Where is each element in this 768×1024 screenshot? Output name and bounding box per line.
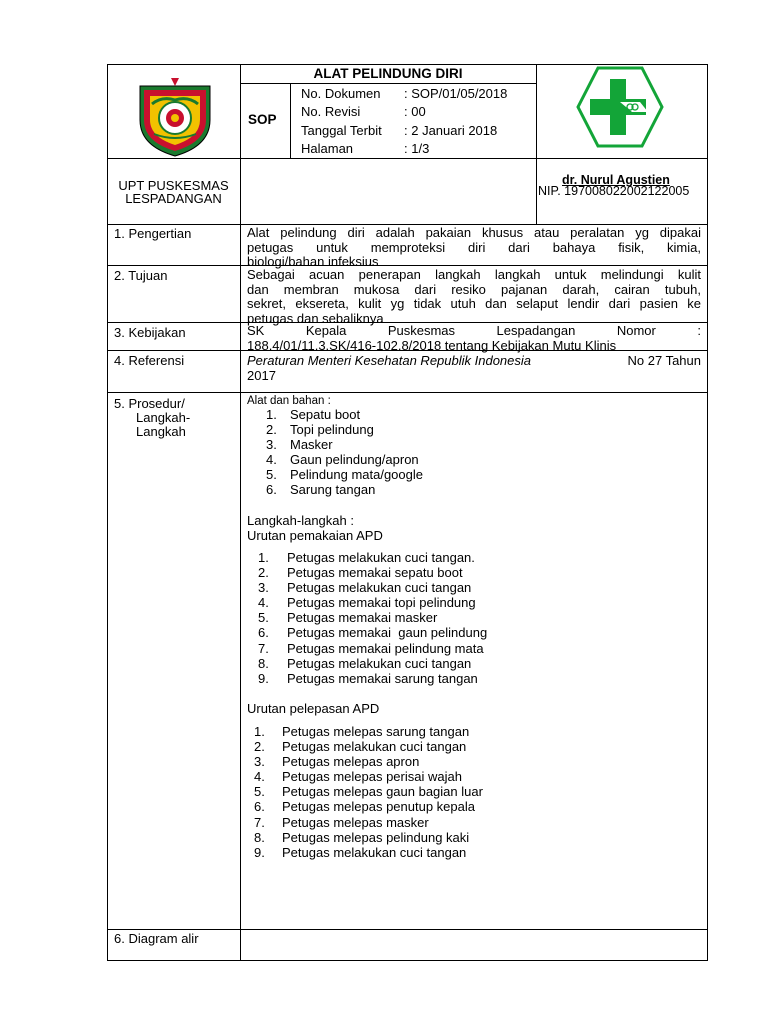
signer-column-divider [536,64,537,225]
referensi-year: 2017 [247,368,276,383]
sop-column-divider [290,83,291,159]
alat-item: Sarung tangan [290,482,376,498]
list-item: 9. Petugas memakai sarung tangan [258,670,478,686]
list-item: 6. Sarung tangan [266,482,376,498]
list-item: 5. Pelindung mata/google [266,467,423,483]
list-item: 5. Petugas melepas gaun bagian luar [254,784,483,800]
institution-name-line1: UPT PUSKESMAS [118,178,229,193]
list-item: 8. Petugas melakukan cuci tangan [258,655,472,671]
table-border-right [707,64,708,961]
list-item: 4. Petugas melepas perisai wajah [254,769,462,785]
referensi-text [247,353,701,368]
pelepasan-item: Petugas melepas penutup kepala [282,799,475,815]
referensi-row-bottom [107,392,708,393]
alat-item: Pelindung mata/google [290,467,423,483]
pemakaian-item: Petugas memakai gaun pelindung [287,625,488,641]
referensi-regulation-title: Peraturan Menteri Kesehatan Republik Indonesia [247,353,532,368]
header-divider [107,158,708,159]
alat-bahan-list [266,407,423,498]
list-item: 7. Petugas memakai pelindung mata [258,640,484,656]
meta-label-no-revisi: No. Revisi [301,104,361,119]
document-title: ALAT PELINDUNG DIRI [313,66,463,81]
pengertian-line: biologi/bahan infeksius [247,254,379,269]
referensi-label: 4. Referensi [114,353,185,368]
pelepasan-item: Petugas melepas pelindung kaki [282,829,470,845]
list-item: 3. Masker [266,437,333,453]
meta-label-halaman: Halaman [301,141,354,156]
puskesmas-cross-logo [576,66,664,148]
pelepasan-item: Petugas melepas sarung tangan [282,724,470,739]
pemakaian-item: Petugas memakai masker [287,610,438,626]
list-item: 1. Sepatu boot [266,407,361,422]
pelepasan-item: Petugas melakukan cuci tangan [282,844,467,860]
prosedur-label-line1: 5. Prosedur/ [114,396,185,411]
pemakaian-item: Petugas melakukan cuci tangan [287,580,472,596]
label-column-divider [240,64,241,961]
pemakaian-item: Petugas memakai sarung tangan [287,670,478,686]
pelepasan-item: Petugas melepas masker [282,814,429,830]
meta-value-no-revisi: : 00 [404,104,426,119]
alat-item: Masker [290,437,333,453]
referensi-regulation-number: No 27 Tahun [627,353,701,368]
list-item: 5. Petugas memakai masker [258,610,438,626]
institution-name-line2: LESPADANGAN [125,191,222,206]
list-item: 1. Petugas melakukan cuci tangan. [258,550,475,565]
pelepasan-list [254,724,483,860]
alat-bahan-heading: Alat dan bahan : [247,395,331,407]
table-border-top [107,64,708,65]
tujuan-line: petugas dan sebaliknya [247,310,384,326]
meta-value-no-dokumen: : SOP/01/05/2018 [404,86,508,101]
pengertian-text [247,226,701,270]
meta-value-tanggal-terbit: : 2 Januari 2018 [404,123,498,138]
tujuan-label: 2. Tujuan [114,268,168,283]
sop-label: SOP [248,112,277,127]
pengertian-line: petugas untuk memproteksi diri dari bahaya fisik, kimia, [247,239,701,255]
list-item: 3. Petugas melepas apron [254,754,420,770]
pengertian-line: Alat pelindung diri adalah pakaian khusus atau peralatan yg dipakai [247,225,701,240]
meta-label-no-dokumen: No. Dokumen [301,86,381,101]
table-border-bottom [107,960,708,961]
list-item: 9. Petugas melakukan cuci tangan [254,844,467,860]
signer-name: dr. Nurul Agustien [562,173,670,187]
pelepasan-item: Petugas melepas perisai wajah [282,769,462,785]
kebijakan-line: 188.4/01/11.3.SK/416-102.8/2018 tentang Kebijakan Mutu Klinis [247,337,617,353]
meta-label-tanggal-terbit: Tanggal Terbit [301,123,382,138]
pelepasan-item: Petugas melakukan cuci tangan [282,739,467,755]
list-item: 2. Petugas melakukan cuci tangan [254,739,467,755]
langkah-heading: Langkah-langkah : [247,513,354,528]
kebijakan-line: SK Kepala Puskesmas Lespadangan Nomor : [247,323,701,338]
kebijakan-text [247,324,701,353]
pemakaian-item: Petugas melakukan cuci tangan [287,655,472,671]
title-divider [240,83,536,84]
tujuan-line: dan membran mukosa dari resiko pajanan darah, cairan tubuh, [247,281,701,297]
prosedur-row-bottom [107,929,708,930]
list-item: 1. Petugas melepas sarung tangan [254,724,470,739]
pemakaian-item: Petugas memakai sepatu boot [287,565,463,581]
prosedur-label-line3: Langkah [136,424,186,439]
kebijakan-label: 3. Kebijakan [114,325,186,340]
pemakaian-item: Petugas memakai pelindung mata [287,640,484,656]
pemakaian-item: Petugas melakukan cuci tangan. [287,550,475,565]
prosedur-label-line2: Langkah- [136,410,191,425]
pelepasan-heading: Urutan pelepasan APD [247,701,380,716]
list-item: 4. Gaun pelindung/apron [266,452,419,468]
pemakaian-list [258,550,487,686]
pelepasan-item: Petugas melepas gaun bagian luar [282,784,483,800]
pengertian-label: 1. Pengertian [114,226,192,241]
alat-item: Sepatu boot [290,407,361,422]
diagram-alir-label: 6. Diagram alir [114,931,199,946]
alat-item: Gaun pelindung/apron [290,452,419,468]
pelepasan-item: Petugas melepas apron [282,754,420,770]
tujuan-line: sekret, eksereta, kulit yg tidak utuh dan selaput lendir dari pasien ke [247,296,701,311]
tujuan-text [247,268,701,326]
list-item: 6. Petugas memakai gaun pelindung [258,625,488,641]
list-item: 6. Petugas melepas penutup kepala [254,799,475,815]
list-item: 3. Petugas melakukan cuci tangan [258,580,472,596]
regional-emblem-logo [134,76,216,158]
list-item: 4. Petugas memakai topi pelindung [258,595,476,611]
list-item: 7. Petugas melepas masker [254,814,429,830]
list-item: 8. Petugas melepas pelindung kaki [254,829,470,845]
pemakaian-item: Petugas memakai topi pelindung [287,595,476,611]
pemakaian-heading: Urutan pemakaian APD [247,528,383,543]
tujuan-line: Sebagai acuan penerapan langkah langkah untuk melindungi kulit [247,267,701,282]
signer-nip: NIP. 197008022002122005 [538,184,690,198]
list-item: 2. Topi pelindung [266,422,374,438]
list-item: 2. Petugas memakai sepatu boot [258,565,463,581]
meta-value-halaman: : 1/3 [404,141,430,156]
alat-item: Topi pelindung [290,422,374,438]
